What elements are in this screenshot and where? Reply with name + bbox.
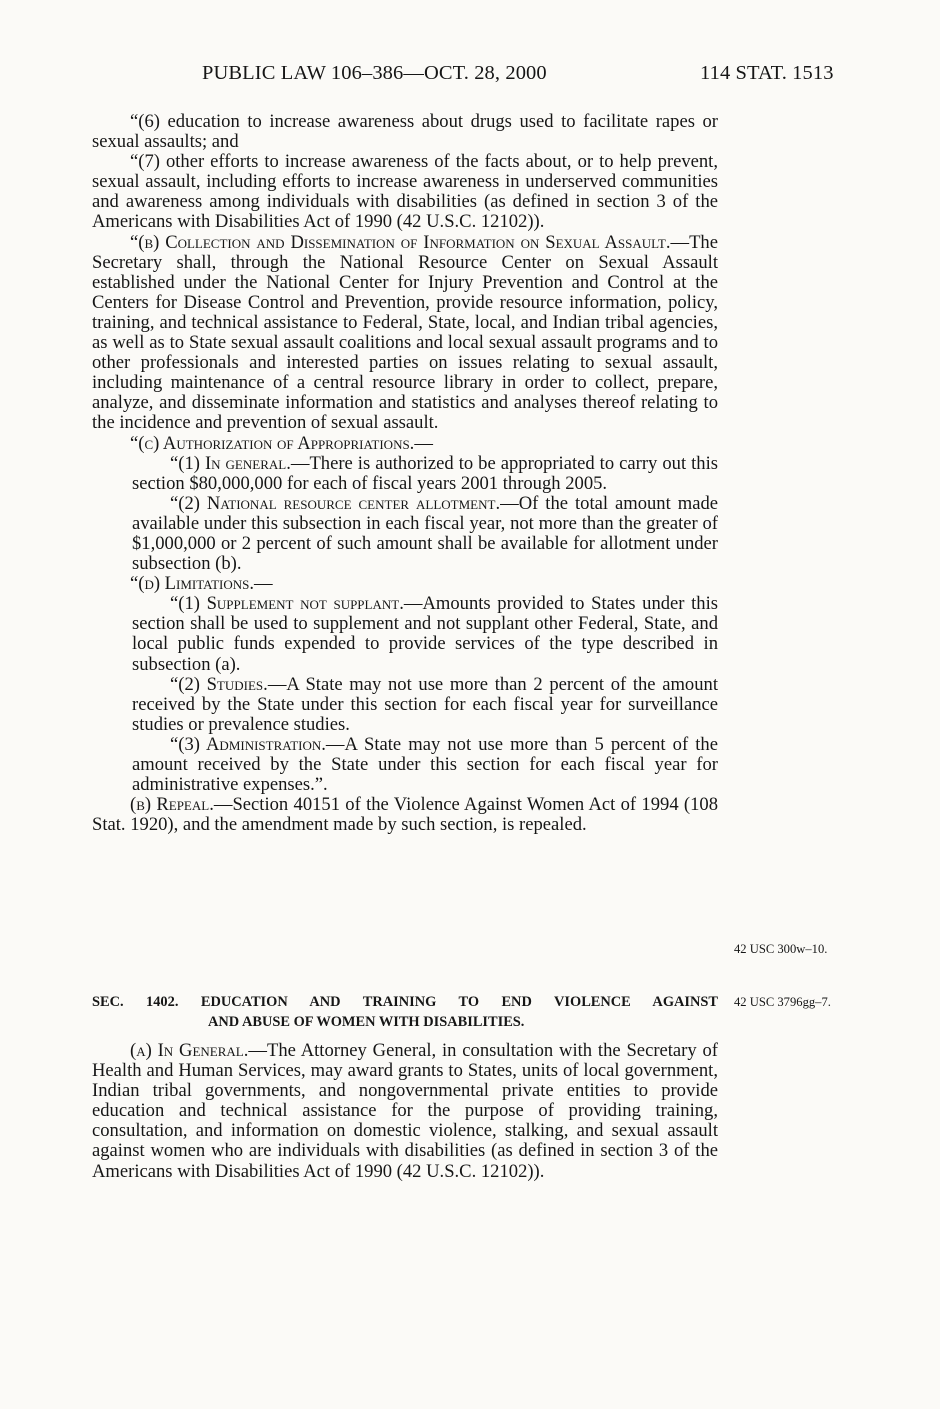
paragraph-d2-heading: “(2) Studies. bbox=[170, 673, 268, 695]
section-1402-subsection-a bbox=[92, 1041, 718, 1182]
paragraph-d3 bbox=[132, 735, 718, 795]
running-header-title: PUBLIC LAW 106–386—OCT. 28, 2000 bbox=[202, 62, 547, 84]
paragraph-d1-heading: “(1) Supplement not supplant. bbox=[170, 593, 404, 615]
subsection-b-heading: “(b) Collection and Dissemination of Information on Sexual Assault. bbox=[130, 231, 671, 253]
subsection-d bbox=[92, 574, 718, 594]
paragraph-c1-heading: “(1) In general. bbox=[170, 452, 291, 474]
paragraph-c2-heading: “(2) National resource center allotment. bbox=[170, 492, 501, 514]
subsection-c-text: — bbox=[414, 432, 433, 454]
section-1402-a-text: —The Attorney General, in consultation with the Secretary of Health and Human Services, may award grants to States, units of local government, Indian tribal governments, and nongovernmental private entities to provide education and technical assistance for the purpose of providing training, consultation, and information on domestic violence, stalking, and sexual assault against women who are individuals with disabilities (as defined in section 3 of the Americans with Disabilities Act of 1990 (42 U.S.C. 12102)). bbox=[92, 1040, 718, 1182]
paragraph-d2-text: —A State may not use more than 2 percent of the amount received by the State under this section for each fiscal year for surveillance studies or prevalence studies. bbox=[132, 673, 718, 735]
paragraph-d1-text: —Amounts provided to States under this section shall be used to supplement and not supplant other Federal, State, and local public funds expended to provide services of the type described in subsection (a). bbox=[132, 593, 718, 675]
section-1402-body bbox=[92, 1041, 718, 1182]
paragraph-6: “(6) education to increase awareness about drugs used to facilitate rapes or sexual assaults; and bbox=[92, 111, 718, 153]
paragraph-c1 bbox=[132, 454, 718, 494]
repeal-paragraph bbox=[92, 795, 718, 835]
paragraph-c1-text: —There is authorized to be appropriated to carry out this section $80,000,000 for each of fiscal years 2001 through 2005. bbox=[132, 452, 718, 494]
repeal-text: —Section 40151 of the Violence Against Women Act of 1994 (108 Stat. 1920), and the amendment made by such section, is repealed. bbox=[92, 794, 718, 836]
section-1402-heading bbox=[92, 992, 718, 1032]
paragraph-d1 bbox=[132, 594, 718, 674]
paragraph-c2 bbox=[132, 494, 718, 574]
paragraph-d3-text: —A State may not use more than 5 percent of the amount received by the State under this section for each fiscal year for administrative expenses.”. bbox=[132, 733, 718, 796]
subsection-c bbox=[92, 434, 718, 454]
margin-citation-300w-10: 42 USC 300w–10. bbox=[734, 942, 828, 956]
margin-citation-3796gg-7: 42 USC 3796gg–7. bbox=[734, 995, 831, 1009]
repeal-heading: (b) Repeal. bbox=[130, 794, 214, 816]
paragraph-c2-text: —Of the total amount made available under this subsection in each fiscal year, not more than the greater of $1,000,000 or 2 percent of such amount shall be available for allotment under subsection (b). bbox=[132, 492, 719, 575]
subsection-d-heading: “(d) Limitations. bbox=[130, 573, 255, 595]
paragraph-d3-heading: “(3) Administration. bbox=[170, 733, 326, 755]
section-1402-a-heading: (a) In General. bbox=[130, 1040, 249, 1061]
subsection-c-heading: “(c) Authorization of Appropriations. bbox=[130, 432, 415, 454]
paragraph-d2 bbox=[132, 675, 718, 735]
subsection-b-text: —The Secretary shall, through the National Resource Center on Sexual Assault established under the National Center for Injury Prevention and Control at the Centers for Disease Control and Prevention, provide resource information, policy, training, and technical assistance to Federal, State, local, and Indian tribal agencies, as well as to State sexual assault coalitions and local sexual assault programs and to other professionals and interested parties on issues relating to sexual assault, including maintenance of a central resource library in order to collect, prepare, analyze, and disseminate information and statistics and analyses thereof relating to the incidence and prevention of sexual assault. bbox=[92, 231, 718, 434]
section-heading-line-1: SEC. 1402. EDUCATION AND TRAINING TO END VIOLENCE AGAINST bbox=[92, 994, 718, 1010]
statute-body bbox=[92, 112, 718, 835]
subsection-d-text: — bbox=[254, 573, 273, 595]
running-header-stat: 114 STAT. 1513 bbox=[700, 62, 834, 84]
section-heading-line-2: AND ABUSE OF WOMEN WITH DISABILITIES. bbox=[208, 1014, 525, 1030]
subsection-b bbox=[92, 233, 718, 434]
paragraph-7: “(7) other efforts to increase awareness of the facts about, or to help prevent, sexual assault, including efforts to increase awareness in underserved communities and awareness among individuals with disabilities (as defined in section 3 of the Americans with Disabilities Act of 1990 (42 U.S.C. 12102)). bbox=[92, 151, 718, 233]
